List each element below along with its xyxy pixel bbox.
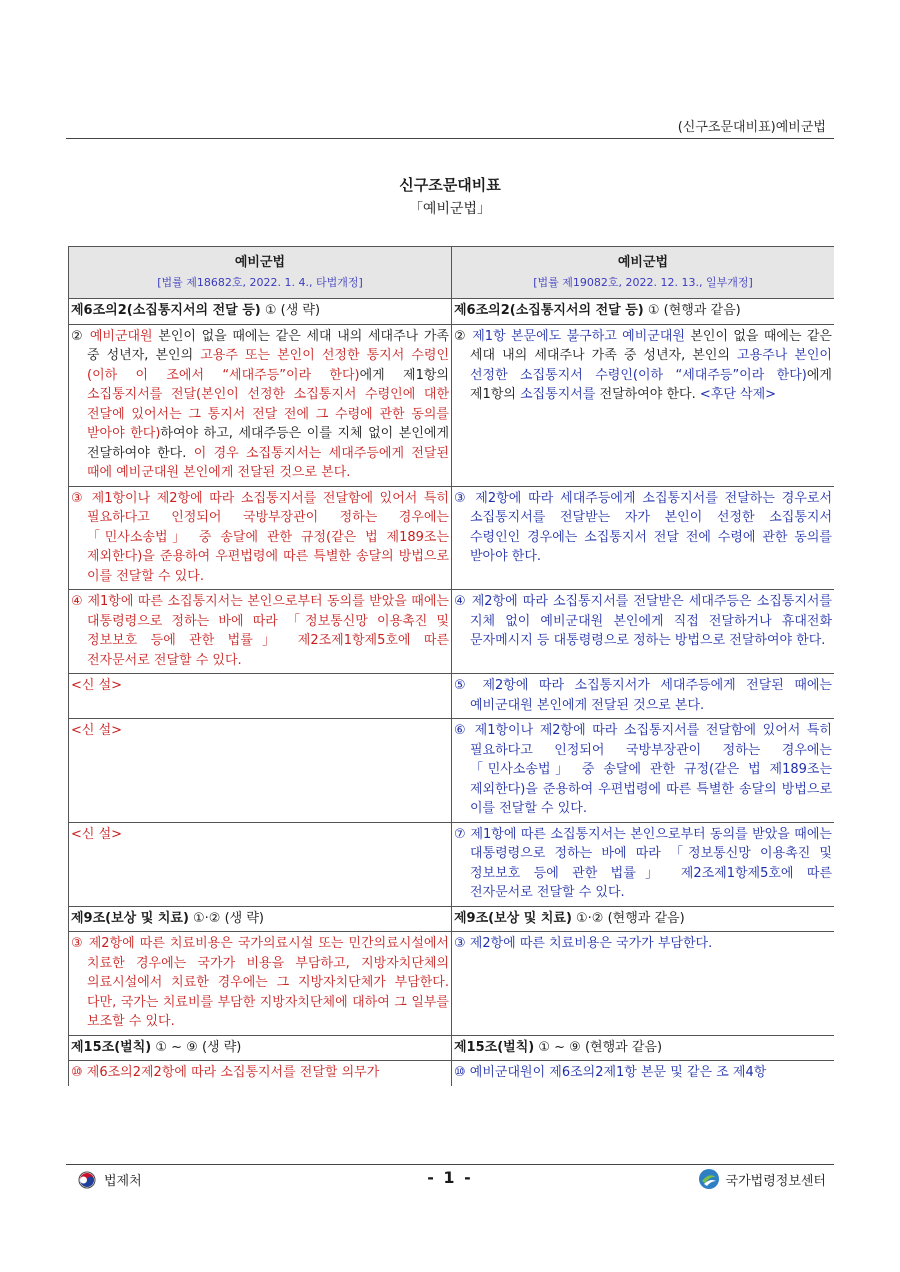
paragraph: ⑥ 제1항이나 제2항에 따라 소집통지서를 전달함에 있어서 특히 필요하다고 인정되어 국방부장관이 정하는 경우에는 「민사소송법」 중 송달에 관한 규정(같은 법 제189조는 제외한다)을 준용하여 우편법령에 따른 특별한 송달의 방법으로 이를 전달할 수 있다. [454, 723, 832, 816]
paragraph-number: ② [71, 328, 85, 344]
article-heading: 제6조의2(소집통지서의 전달 등) [71, 303, 261, 318]
new-law-header [452, 247, 835, 299]
paragraph: ⑦ 제1항에 따른 소집통지서는 본인으로부터 동의를 받았을 때에는 대통령령으로 정하는 바에 따라 「정보통신망 이용촉진 및 정보보호 등에 관한 법률」 제2조제1항제5호에 따른 전자문서로 전달할 수 있다. [454, 826, 832, 900]
old-law-name: 예비군법 [234, 255, 286, 270]
footer-center-name: 국가법령정보센터 [725, 1173, 826, 1189]
table-row [69, 822, 835, 906]
old-law-header [69, 247, 452, 299]
new-cell [452, 906, 835, 932]
paragraph-text: 본인이 없을 때에는 같은 세대 내의 세대주나 가족 중 성년자, 본인의 [87, 328, 449, 363]
new-provision-marker: <신 설> [71, 723, 123, 738]
new-cell [452, 674, 835, 719]
changed-text: 이 경우 소집통지서는 세대주등에게 전달된 때에 예비군대원 본인에게 전달된 것으로 본다. [87, 445, 450, 480]
old-cell [69, 674, 452, 719]
paragraph: ④ 제1항에 따른 소집통지서는 본인으로부터 동의를 받았을 때에는 대통령령으로 정하는 바에 따라 「정보통신망 이용촉진 및 정보보호 등에 관한 법률」 제2조제1항제5호에 따른 전자문서로 전달할 수 있다. [71, 594, 449, 668]
changed-text: <후단 삭제> [699, 387, 777, 402]
comparison-table-wrapper [68, 246, 834, 1126]
article-note: ① (현행과 같음) [643, 303, 741, 318]
paragraph: ⑤ 제2항에 따라 소집통지서가 세대주등에게 전달된 때에는 예비군대원 본인에게 전달된 것으로 본다. [454, 678, 832, 713]
old-cell [69, 906, 452, 932]
article-note: ①·② (생 략) [188, 910, 264, 926]
law-center-logo-icon [698, 1168, 720, 1190]
footer-divider [66, 1164, 834, 1165]
old-cell [69, 822, 452, 906]
new-cell [452, 1035, 835, 1061]
new-cell [452, 932, 835, 1036]
old-cell [69, 590, 452, 674]
old-cell [69, 486, 452, 590]
changed-text: 예비군대원 [89, 328, 153, 344]
table-row [69, 719, 835, 823]
footer-right [698, 1168, 826, 1190]
new-provision-marker: <신 설> [71, 826, 123, 842]
table-row [69, 590, 835, 674]
paragraph [71, 327, 449, 483]
new-cell [452, 1061, 835, 1086]
article-note: ① ~ ⑨ (생 략) [151, 1039, 242, 1055]
article-note: ① ~ ⑨ (현행과 같음) [534, 1039, 663, 1055]
paragraph: ⑩ 제6조의2제2항에 따라 소집통지서를 전달할 의무가 [71, 1065, 380, 1080]
changed-text: 고용주 또는 본인이 선정한 통지서 수령인(이하 이 조에서 “세대주등”이라 한다) [87, 348, 449, 383]
new-provision-marker: <신 설> [71, 678, 123, 693]
header-divider [66, 138, 834, 139]
old-cell [69, 1035, 452, 1061]
changed-text: 고용주나 본인이 선정한 소집통지서 수령인(이하 “세대주등”이라 한다) [470, 348, 832, 383]
article-note: ①·② (현행과 같음) [571, 910, 685, 926]
changed-text: 소집통지서를 [520, 387, 596, 402]
article-heading: 제9조(보상 및 치료) [71, 910, 189, 926]
new-cell [452, 486, 835, 590]
paragraph-text: 에게 제1항의 [359, 367, 449, 383]
article-note: ① (생 략) [260, 303, 321, 318]
paragraph-text: 하여야 하고, 세대주등은 이를 지체 없이 본인에게 전달하여야 한다. [87, 426, 449, 461]
table-row [69, 674, 835, 719]
article-heading: 제15조(벌칙) [454, 1039, 535, 1055]
paragraph: ③ 제2항에 따른 치료비용은 국가의료시설 또는 민간의료시설에서 치료한 경우에는 국가가 비용을 부담하고, 지방자치단체의 의료시설에서 치료한 경우에는 그 지방자치단체가 부담한다. 다만, 국가는 치료비를 부담한 지방자치단체에 대하여 그 일부를 보조할 수 있다. [71, 936, 449, 1029]
paragraph-text: 본인이 없을 때에는 같은 세대 내의 세대주나 가족 중 성년자, 본인의 [470, 328, 832, 363]
paragraph [454, 327, 832, 405]
table-row [69, 1061, 835, 1086]
new-cell [452, 324, 835, 486]
table-row [69, 1035, 835, 1061]
old-cell [69, 932, 452, 1036]
document-title: 신구조문대비표 [399, 176, 501, 194]
table-row [69, 486, 835, 590]
changed-text: 소집통지서를 전달(본인이 선정한 소집통지서 수령인에 대한 전달에 있어서는 그 통지서 전달 전에 그 수령에 관한 동의를 받아야 한다) [87, 387, 449, 441]
old-cell [69, 299, 452, 325]
new-cell [452, 590, 835, 674]
old-cell [69, 1061, 452, 1086]
paragraph: ③ 제1항이나 제2항에 따라 소집통지서를 전달함에 있어서 특히 필요하다고 인정되어 국방부장관이 정하는 경우에는 「민사소송법」 중 송달에 관한 규정(같은 법 제189조는 제외한다)을 준용하여 우편법령에 따른 특별한 송달의 방법으로 이를 전달할 수 있다. [71, 490, 449, 584]
article-heading: 제6조의2(소집통지서의 전달 등) [454, 303, 644, 318]
old-cell [69, 719, 452, 823]
footer-org: 법제처 [104, 1174, 142, 1189]
table-header-row [69, 247, 835, 299]
paragraph-number: ② [454, 328, 467, 344]
document-subtitle: 「예비군법」 [408, 201, 492, 217]
paragraph: ⑩ 예비군대원이 제6조의2제1항 본문 및 같은 조 제4항 [454, 1065, 767, 1080]
table-row [69, 299, 835, 325]
new-cell [452, 719, 835, 823]
article-heading: 제15조(벌칙) [71, 1039, 152, 1055]
paragraph-text: 전달하여야 한다. [595, 387, 700, 402]
table-row [69, 932, 835, 1036]
paragraph: ③ 제2항에 따른 치료비용은 국가가 부담한다. [454, 936, 713, 951]
table-row [69, 906, 835, 932]
old-cell [69, 324, 452, 486]
new-cell [452, 822, 835, 906]
page-number: - 1 - [427, 1168, 473, 1187]
paragraph: ④ 제2항에 따라 소집통지서를 전달받은 세대주등은 소집통지서를 지체 없이 예비군대원 본인에게 직접 전달하거나 휴대전화 문자메시지 등 대통령령으로 정하는 방법으로 전달하여야 한다. [454, 594, 832, 648]
new-law-name: 예비군법 [617, 255, 669, 270]
new-law-revision: [법률 제19082호, 2022. 12. 13., 일부개정] [533, 275, 753, 289]
changed-text: 제1항 본문에도 불구하고 예비군대원 [472, 328, 685, 344]
paragraph-text: 에게 제1항의 [470, 367, 832, 402]
comparison-table [68, 246, 834, 1086]
paragraph: ③ 제2항에 따라 세대주등에게 소집통지서를 전달하는 경우로서 소집통지서를 전달받는 자가 본인이 선정한 소집통지서 수령인인 경우에는 소집통지서 전달 전에 수령에 관한 동의를 받아야 한다. [454, 490, 832, 564]
table-row [69, 324, 835, 486]
header-category: (신구조문대비표)예비군법 [677, 120, 826, 135]
old-law-revision: [법률 제18682호, 2022. 1. 4., 타법개정] [157, 275, 363, 289]
new-cell [452, 299, 835, 325]
article-heading: 제9조(보상 및 치료) [454, 910, 572, 926]
